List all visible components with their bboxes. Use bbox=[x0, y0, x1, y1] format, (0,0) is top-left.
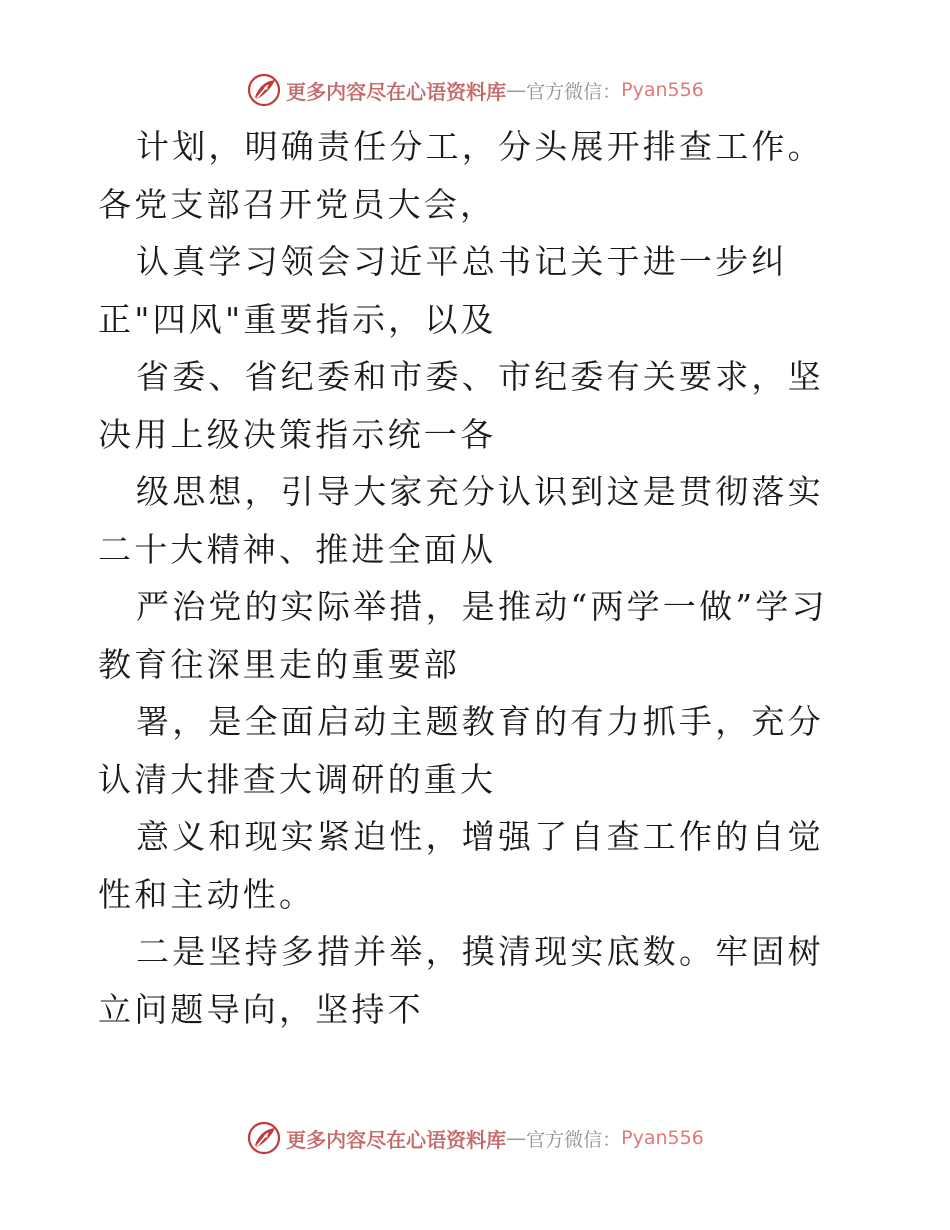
header-wechat-label: 官方微信： bbox=[526, 80, 622, 103]
header-promo-text: 更多内容尽在心语资料库 bbox=[286, 79, 507, 104]
footer-promo-text: 更多内容尽在心语资料库 bbox=[286, 1127, 507, 1152]
pen-nib-logo-icon bbox=[246, 72, 282, 108]
header-dash: — bbox=[506, 78, 527, 102]
footer-dash: — bbox=[506, 1126, 527, 1150]
footer-wechat-id: Pyan556 bbox=[621, 1127, 704, 1149]
paragraph: 计划，明确责任分工，分头展开排查工作。各党支部召开党员大会， bbox=[98, 127, 824, 224]
paragraph: 级思想，引导大家充分认识到这是贯彻落实二十大精神、推进全面从 bbox=[98, 472, 824, 569]
pen-nib-logo-icon bbox=[246, 1120, 282, 1156]
footer-wechat-label: 官方微信： bbox=[526, 1128, 622, 1151]
paragraph: 二是坚持多措并举，摸清现实底数。牢固树立问题导向，坚持不 bbox=[98, 932, 824, 1029]
paragraph: 严治党的实际举措，是推动“两学一做”学习教育往深里走的重要部 bbox=[98, 587, 828, 684]
document-body bbox=[98, 118, 858, 1038]
footer-banner bbox=[0, 1118, 950, 1158]
header-wechat-id: Pyan556 bbox=[621, 79, 704, 101]
paragraph: 省委、省纪委和市委、市纪委有关要求，坚决用上级决策指示统一各 bbox=[98, 357, 824, 454]
header-banner bbox=[0, 70, 950, 110]
paragraph: 意义和现实紧迫性，增强了自查工作的自觉性和主动性。 bbox=[98, 817, 824, 914]
paragraph: 署，是全面启动主题教育的有力抓手，充分认清大排查大调研的重大 bbox=[98, 702, 824, 799]
paragraph: 认真学习领会习近平总书记关于进一步纠正"四风"重要指示，以及 bbox=[98, 242, 788, 339]
